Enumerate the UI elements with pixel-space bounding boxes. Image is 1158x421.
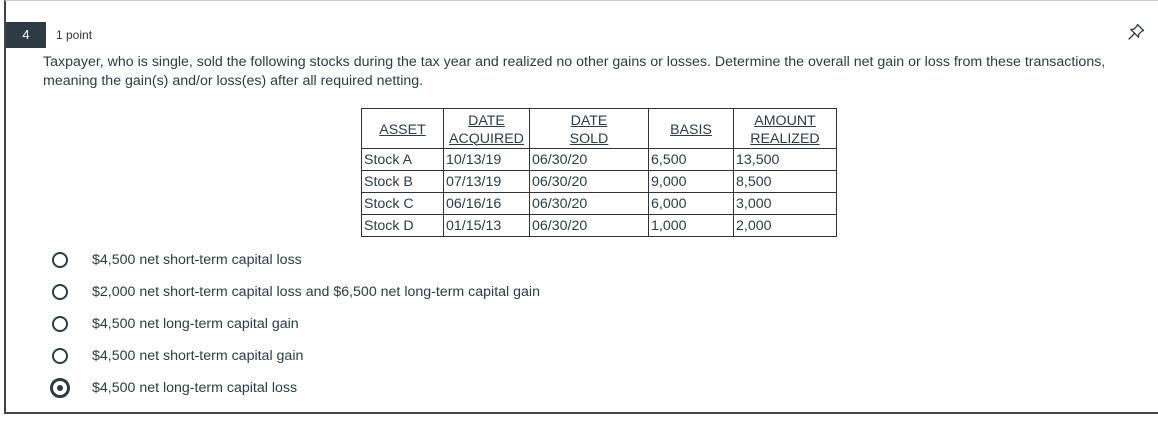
answer-option-2[interactable]: [46, 276, 540, 308]
cell-amount: 8,500: [734, 171, 837, 193]
cell-acquired: 06/16/16: [444, 193, 530, 215]
cell-amount: 13,500: [734, 149, 837, 171]
radio-button[interactable]: [52, 316, 68, 332]
stock-table: [361, 108, 837, 237]
answer-option-5[interactable]: [46, 372, 298, 404]
answer-option-label[interactable]: $2,000 net short-term capital loss and $6,500 net long-term capital gain: [92, 284, 540, 300]
header-date-acquired: DATE ACQUIRED: [444, 109, 530, 149]
question-points: 1 point: [56, 28, 93, 42]
cell-asset: Stock D: [362, 215, 444, 237]
pin-icon[interactable]: [1125, 21, 1147, 43]
answer-options: [46, 244, 540, 404]
cell-sold: 06/30/20: [530, 171, 649, 193]
question-card: [4, 0, 1158, 414]
header-asset: ASSET: [362, 109, 444, 149]
cell-amount: 2,000: [734, 215, 837, 237]
header-date-sold: DATE SOLD: [530, 109, 649, 149]
cell-basis: 6,000: [649, 193, 734, 215]
cell-acquired: 07/13/19: [444, 171, 530, 193]
table-row: [362, 171, 837, 193]
answer-option-label[interactable]: $4,500 net short-term capital loss: [92, 252, 302, 268]
table-header-row: [362, 109, 837, 149]
header-amount-realized: AMOUNT REALIZED: [750, 112, 820, 147]
answer-option-1[interactable]: [46, 244, 302, 276]
answer-option-label[interactable]: $4,500 net long-term capital gain: [92, 316, 299, 332]
cell-basis: 9,000: [649, 171, 734, 193]
question-text: Taxpayer, who is single, sold the following stocks during the tax year and realized no other gains or losses. Determine the overall net gain or loss from these transactions, meaning the gain(s) and/or loss(es) after all required netting.: [43, 54, 1106, 89]
cell-asset: Stock B: [362, 171, 444, 193]
table-row: [362, 193, 837, 215]
answer-option-label[interactable]: $4,500 net long-term capital loss: [92, 380, 298, 396]
cell-basis: 1,000: [649, 215, 734, 237]
cell-acquired: 01/15/13: [444, 215, 530, 237]
radio-button[interactable]: [52, 252, 68, 268]
cell-asset: Stock A: [362, 149, 444, 171]
question-number: 4: [6, 22, 46, 48]
cell-sold: 06/30/20: [530, 193, 649, 215]
radio-button[interactable]: [52, 348, 68, 364]
cell-sold: 06/30/20: [530, 215, 649, 237]
cell-basis: 6,500: [649, 149, 734, 171]
table-row: [362, 149, 837, 171]
answer-option-4[interactable]: [46, 340, 304, 372]
answer-option-label[interactable]: $4,500 net short-term capital gain: [92, 348, 304, 364]
header-basis: BASIS: [649, 109, 734, 149]
radio-button-selected[interactable]: [50, 378, 70, 398]
answer-option-3[interactable]: [46, 308, 299, 340]
cell-sold: 06/30/20: [530, 149, 649, 171]
cell-amount: 3,000: [734, 193, 837, 215]
cell-acquired: 10/13/19: [444, 149, 530, 171]
table-row: [362, 215, 837, 237]
radio-button[interactable]: [52, 284, 68, 300]
cell-asset: Stock C: [362, 193, 444, 215]
